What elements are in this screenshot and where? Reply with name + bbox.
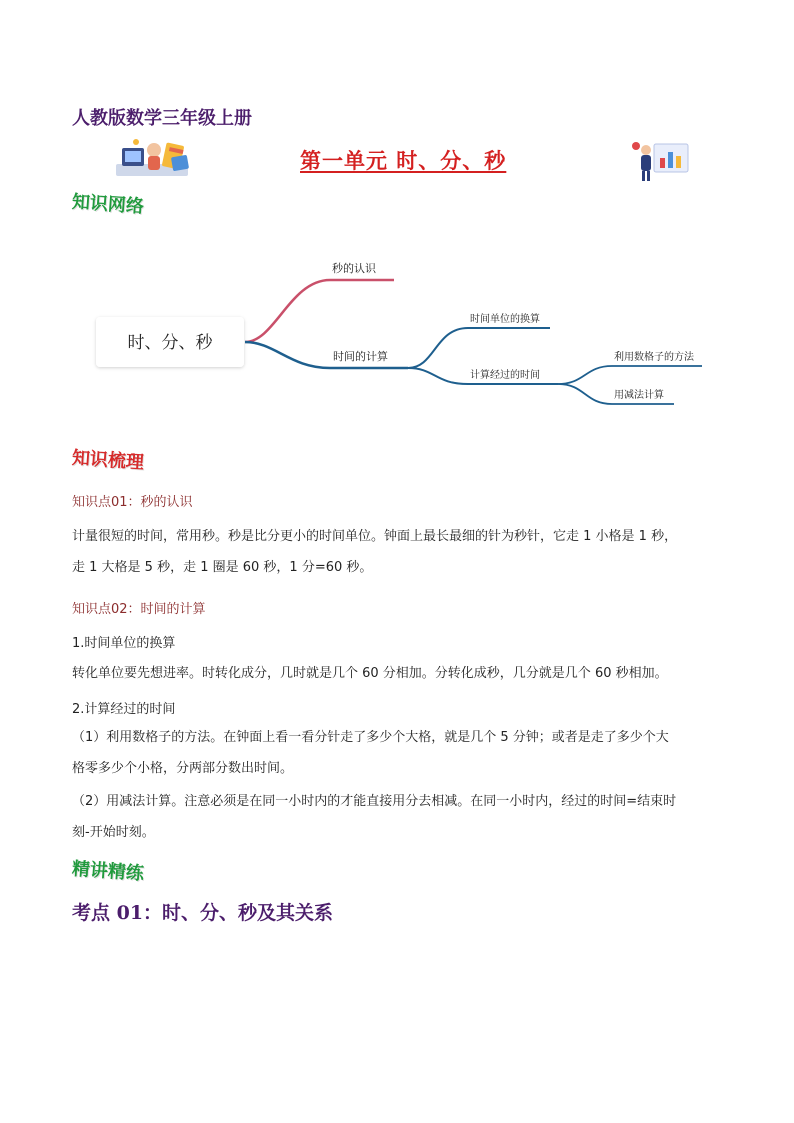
mind-map-branch2-2-1-line bbox=[558, 366, 702, 384]
subtopic-1-title: 1.时间单位的换算 bbox=[72, 636, 176, 651]
method-2-text bbox=[72, 786, 722, 848]
knowledge-point-2-title: 知识点02：时间的计算 bbox=[72, 602, 206, 617]
mind-map-branch2-label: 时间的计算 bbox=[333, 350, 388, 363]
book-title: 人教版数学三年级上册 bbox=[72, 108, 252, 129]
section-heading-practice: 精讲精练 bbox=[71, 858, 145, 885]
subtopic-1-text: 转化单位要先想进率。时转化成分，几时就是几个 60 分相加。分转化成秒，几分就是几个 60 秒相加。 bbox=[72, 666, 668, 681]
mind-map-branch2-1-label: 时间单位的换算 bbox=[470, 314, 540, 325]
mind-map-root-label: 时、分、秒 bbox=[127, 333, 213, 353]
method-1-line-1: （1）利用数格子的方法。在钟面上看一看分针走了多少个大格，就是几个 5 分钟；或者是走了多少个大 bbox=[72, 730, 669, 745]
method-2-line-2: 刻-开始时刻。 bbox=[72, 825, 155, 840]
mind-map-branch2-2-1-label: 利用数格子的方法 bbox=[614, 352, 694, 363]
mind-map-branch1-label: 秒的认识 bbox=[332, 262, 376, 275]
presentation-illustration-right bbox=[630, 140, 692, 184]
knowledge-point-1-line-1: 计量很短的时间，常用秒。秒是比分更小的时间单位。钟面上最长最细的针为秒针，它走 1 小格是 1 秒， bbox=[72, 529, 678, 544]
mind-map-branch1-line bbox=[245, 280, 394, 342]
exam-point-1-heading: 考点 01：时、分、秒及其关系 bbox=[72, 902, 334, 924]
unit-title: 第一单元 时、分、秒 bbox=[300, 148, 507, 173]
method-2-line-1: （2）用减法计算。注意必须是在同一小时内的才能直接用分去相减。在同一小时内，经过的时间=结束时 bbox=[72, 794, 677, 809]
knowledge-point-1-title: 知识点01：秒的认识 bbox=[72, 495, 193, 510]
mind-map-branch2-2-label: 计算经过的时间 bbox=[470, 370, 540, 381]
method-1-line-2: 格零多少个小格，分两部分数出时间。 bbox=[72, 761, 294, 776]
knowledge-point-1-text bbox=[72, 521, 722, 583]
mind-map-branch2-2-2-label: 用减法计算 bbox=[614, 390, 664, 401]
knowledge-point-1-line-2: 走 1 大格是 5 秒，走 1 圈是 60 秒，1 分=60 秒。 bbox=[72, 560, 373, 575]
study-illustration-left bbox=[112, 136, 192, 182]
section-heading-outline: 知识梳理 bbox=[71, 447, 145, 474]
method-1-text bbox=[72, 722, 722, 784]
mind-map-branch2-1-line bbox=[408, 328, 550, 368]
subtopic-2-title: 2.计算经过的时间 bbox=[72, 702, 176, 717]
mind-map bbox=[90, 250, 720, 420]
section-heading-network: 知识网络 bbox=[71, 191, 145, 218]
